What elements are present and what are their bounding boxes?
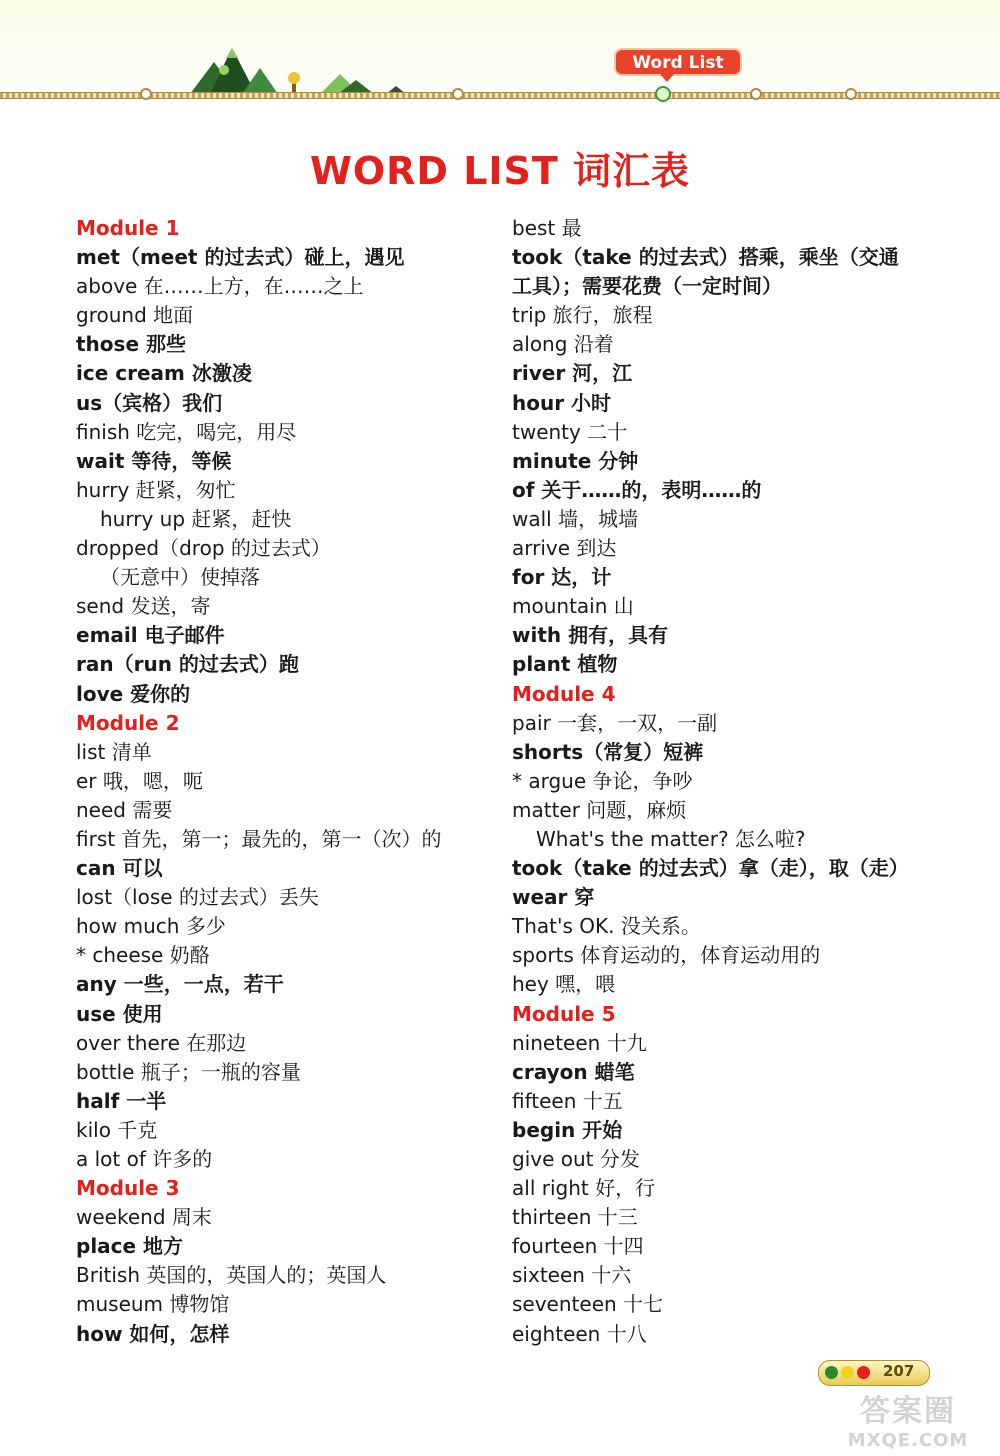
word-entry: hurry 赶紧，匆忙 bbox=[76, 477, 236, 502]
word-entry: hurry up 赶紧，赶快 bbox=[100, 506, 292, 531]
page-number: 207 bbox=[883, 1362, 915, 1380]
divider-node bbox=[140, 88, 152, 100]
word-entry: weekend 周末 bbox=[76, 1205, 212, 1230]
word-entry: shorts（常复）短裤 bbox=[512, 739, 704, 764]
word-entry: sports 体育运动的，体育运动用的 bbox=[512, 943, 821, 968]
word-entry: took（take 的过去式）拿（走），取（走） bbox=[512, 856, 909, 881]
word-entry: fifteen 十五 bbox=[512, 1088, 623, 1113]
word-entry: eighteen 十八 bbox=[512, 1321, 647, 1346]
word-entry: took（take 的过去式）搭乘，乘坐（交通 bbox=[512, 245, 899, 270]
word-list-right-column bbox=[512, 214, 909, 1349]
word-entry: ice cream 冰激凌 bbox=[76, 361, 252, 386]
word-entry: place 地方 bbox=[76, 1234, 184, 1259]
word-entry: museum 博物馆 bbox=[76, 1292, 230, 1317]
divider-node bbox=[452, 88, 464, 100]
page-dots-icon bbox=[841, 1366, 854, 1379]
word-entry: crayon 蜡笔 bbox=[512, 1059, 635, 1084]
word-entry: how much 多少 bbox=[76, 914, 226, 939]
word-entry: （无意中）使掉落 bbox=[100, 565, 260, 590]
word-entry: nineteen 十九 bbox=[512, 1030, 647, 1055]
word-entry: lost（lose 的过去式）丢失 bbox=[76, 885, 319, 910]
word-entry: thirteen 十三 bbox=[512, 1205, 638, 1230]
word-entry: mountain 山 bbox=[512, 594, 634, 619]
word-entry: email 电子邮件 bbox=[76, 623, 225, 648]
watermark bbox=[818, 1386, 998, 1452]
word-entry: sixteen 十六 bbox=[512, 1263, 632, 1288]
divider-node bbox=[750, 88, 762, 100]
page-title: WORD LIST 词汇表 bbox=[309, 149, 691, 193]
word-entry: er 哦，嗯，呃 bbox=[76, 768, 203, 793]
word-entry: give out 分发 bbox=[512, 1147, 640, 1171]
word-entry: send 发送，寄 bbox=[76, 594, 211, 619]
word-entry: arrive 到达 bbox=[512, 536, 617, 561]
word-entry: need 需要 bbox=[76, 797, 173, 822]
divider-node-current bbox=[655, 86, 671, 102]
word-entry: That's OK. 没关系。 bbox=[512, 914, 701, 939]
word-entry: love 爱你的 bbox=[76, 681, 191, 706]
word-entry: * argue 争论，争吵 bbox=[512, 768, 693, 793]
watermark-logo-text: 答案圈 bbox=[860, 1394, 956, 1429]
word-entry: can 可以 bbox=[76, 856, 163, 881]
module-heading: Module 4 bbox=[512, 681, 616, 706]
word-entry: over there 在那边 bbox=[76, 1030, 247, 1055]
word-entry: all right 好，行 bbox=[512, 1176, 656, 1201]
word-entry: * cheese 奶酪 bbox=[76, 943, 210, 968]
word-entry: begin 开始 bbox=[512, 1117, 623, 1142]
word-entry: those 那些 bbox=[76, 332, 186, 357]
word-entry: dropped（drop 的过去式） bbox=[76, 536, 331, 561]
word-entry: minute 分钟 bbox=[512, 448, 639, 473]
module-heading: Module 1 bbox=[76, 216, 180, 240]
word-entry: of 关于……的，表明……的 bbox=[512, 477, 762, 502]
word-entry: ran（run 的过去式）跑 bbox=[76, 652, 299, 677]
word-entry: along 沿着 bbox=[512, 332, 614, 357]
word-entry: best 最 bbox=[512, 216, 582, 240]
word-entry: bottle 瓶子；一瓶的容量 bbox=[76, 1059, 301, 1084]
word-entry: British 英国的，英国人的；英国人 bbox=[76, 1263, 387, 1288]
word-entry: us（宾格）我们 bbox=[76, 390, 223, 415]
word-entry: hour 小时 bbox=[512, 390, 612, 415]
word-entry: first 首先，第一；最先的，第一（次）的 bbox=[76, 826, 442, 851]
word-entry: above 在……上方，在……之上 bbox=[76, 274, 364, 299]
word-entry: use 使用 bbox=[76, 1001, 163, 1026]
page-dots-icon bbox=[857, 1366, 870, 1379]
word-entry: matter 问题，麻烦 bbox=[512, 797, 687, 822]
word-list-tag: Word List bbox=[614, 48, 742, 76]
word-entry: ground 地面 bbox=[76, 303, 194, 328]
word-entry: fourteen 十四 bbox=[512, 1234, 644, 1259]
word-entry: kilo 千克 bbox=[76, 1117, 158, 1142]
word-entry: met（meet 的过去式）碰上，遇见 bbox=[76, 245, 405, 270]
module-heading: Module 3 bbox=[76, 1176, 180, 1201]
page-dots-icon bbox=[825, 1366, 838, 1379]
word-entry: hey 嘿，喂 bbox=[512, 972, 616, 997]
word-entry: wait 等待，等候 bbox=[76, 448, 232, 473]
word-entry: wear 穿 bbox=[512, 885, 595, 910]
word-entry: trip 旅行，旅程 bbox=[512, 303, 653, 328]
word-entry: any 一些，一点，若干 bbox=[76, 972, 284, 997]
word-entry: river 河，江 bbox=[512, 361, 633, 386]
module-heading: Module 5 bbox=[512, 1001, 616, 1026]
word-entry: how 如何，怎样 bbox=[76, 1321, 230, 1346]
word-entry: plant 植物 bbox=[512, 652, 618, 677]
word-entry: finish 吃完，喝完，用尽 bbox=[76, 419, 297, 444]
word-entry: 工具）；需要花费（一定时间） bbox=[512, 274, 782, 299]
mountain-scene-icon bbox=[180, 40, 420, 96]
word-entry: for 达，计 bbox=[512, 565, 612, 590]
page-number-badge bbox=[818, 1360, 930, 1386]
word-entry: seventeen 十七 bbox=[512, 1292, 664, 1317]
word-entry: twenty 二十 bbox=[512, 419, 628, 444]
word-entry: pair 一套，一双，一副 bbox=[512, 710, 718, 735]
word-entry: half 一半 bbox=[76, 1088, 167, 1113]
watermark-url: MXQE.COM bbox=[847, 1430, 969, 1451]
word-entry: list 清单 bbox=[76, 739, 152, 764]
word-entry: with 拥有，具有 bbox=[512, 623, 669, 648]
word-entry: wall 墙，城墙 bbox=[512, 506, 639, 531]
divider-node bbox=[845, 88, 857, 100]
word-entry: What's the matter? 怎么啦? bbox=[536, 826, 806, 851]
word-entry: a lot of 许多的 bbox=[76, 1147, 213, 1171]
module-heading: Module 2 bbox=[76, 710, 180, 735]
word-list-left-column bbox=[76, 214, 441, 1349]
